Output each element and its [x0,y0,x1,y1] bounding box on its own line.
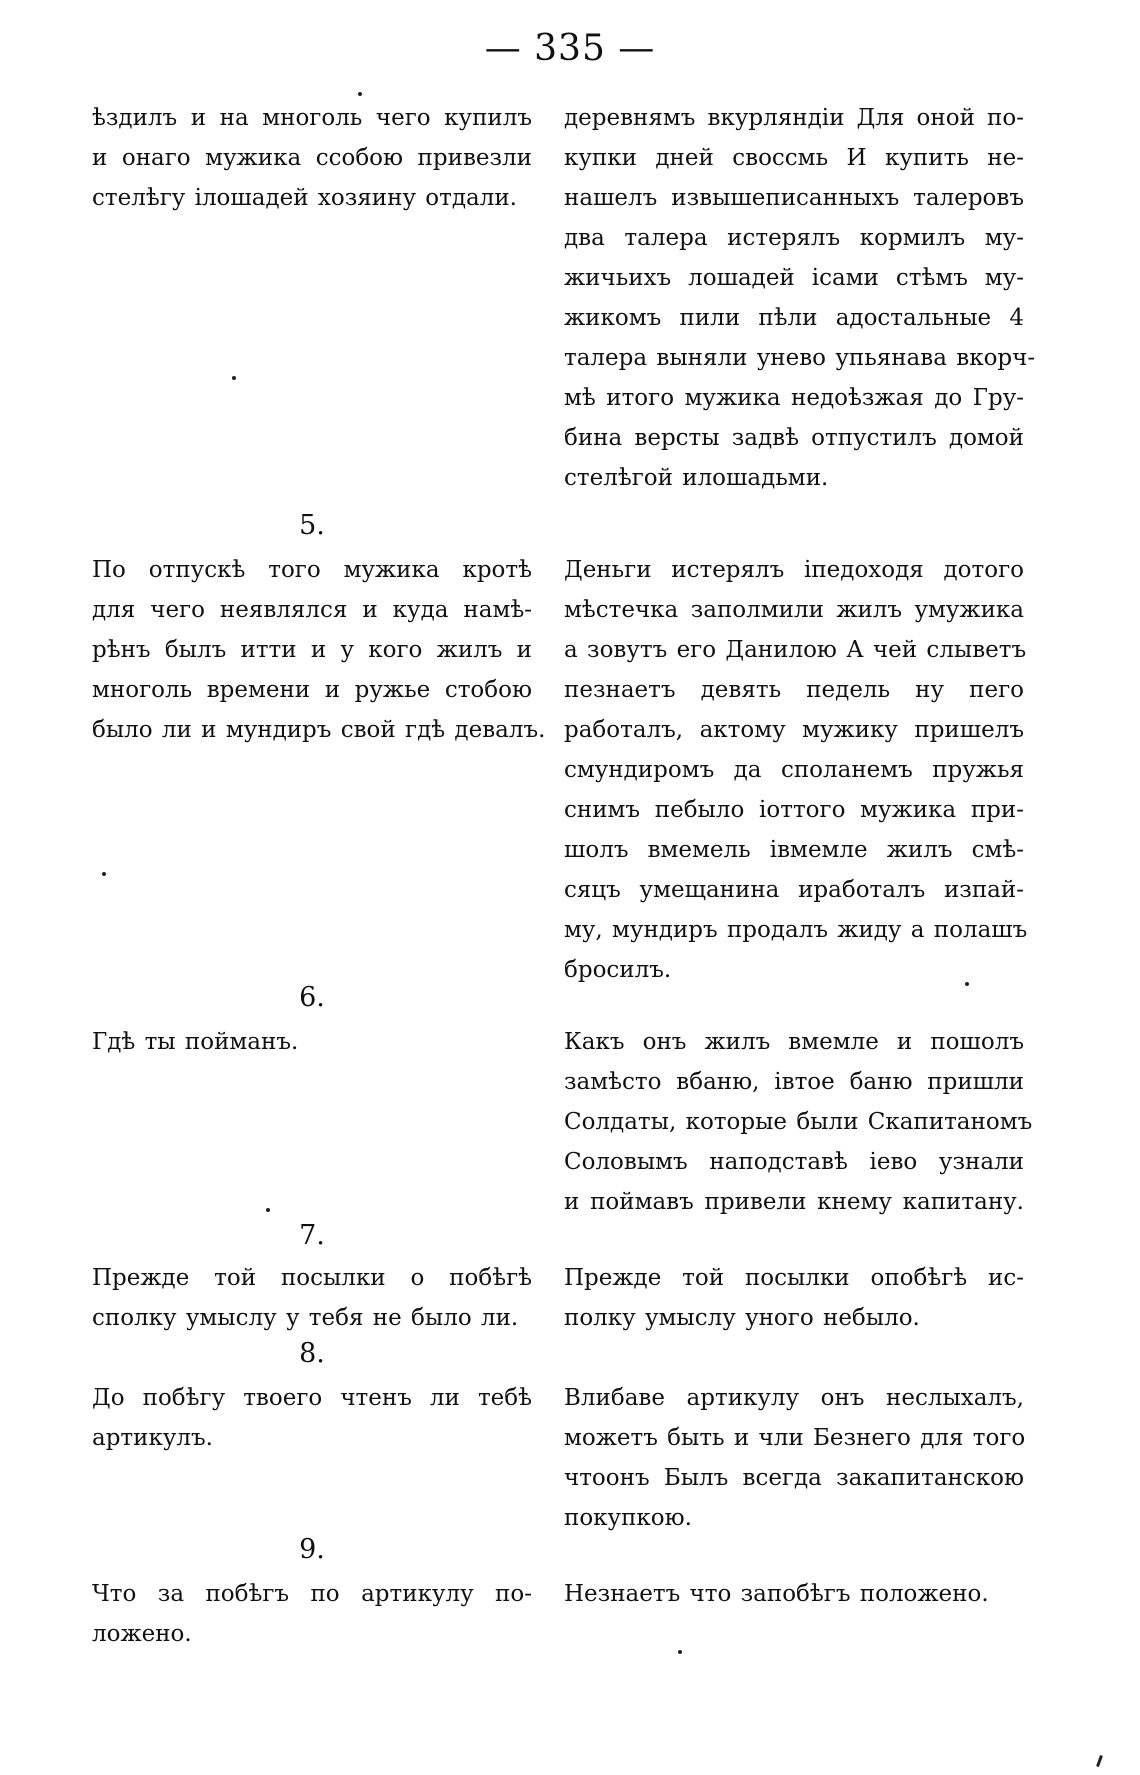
text-line: До побѣгу твоего чтенъ ли тебѣ [92,1385,532,1411]
text-line: жичьихъ лошадей ісами стѣмъ му- [564,265,1024,291]
text-line: По отпускѣ того мужика кротѣ [92,557,532,583]
text-line: нашелъ извышеписанныхъ талеровъ [564,185,1024,211]
question-8 [92,1378,532,1458]
text-line: замѣсто вбаню, івтое баню пришли [564,1069,1024,1095]
text-line: бросилъ. [564,957,672,983]
question-continued [92,98,532,218]
text-line: мѣ итого мужика недоѣзжая до Гру- [564,385,1024,411]
print-speck [266,1208,270,1212]
text-line: Деньги истерялъ іпедоходя дотого [564,557,1024,583]
text-line: Гдѣ ты пойманъ. [92,1029,299,1055]
print-speck [965,982,969,986]
answer-5 [564,550,1028,990]
section-number-6: 6. [299,982,325,1013]
text-line: мѣстечка заполмили жилъ умужика [564,597,1024,623]
text-line: можетъ быть и чли Безнего для того [564,1425,1026,1451]
text-line: и поймавъ привели кнему капитану. [564,1189,1024,1215]
question-7 [92,1258,532,1338]
text-line: стелѣгу ілошадей хозяину отдали. [92,185,517,211]
answer-9 [564,1574,1024,1614]
text-line: сяцъ умещанина иработалъ изпай- [564,877,1024,903]
text-line: пезнаетъ девять педель ну пего [564,677,1024,703]
text-line: рѣнъ былъ итти и у кого жилъ и [92,637,532,663]
text-line: полку умыслу уного небыло. [564,1305,920,1331]
text-line: два талера истерялъ кормилъ му- [564,225,1024,251]
text-line: Прежде той посылки опобѣгѣ ис- [564,1265,1024,1291]
print-speck [1096,1755,1103,1767]
text-line: шолъ вмемель івмемле жилъ смѣ- [564,837,1024,863]
text-line: бина версты задвѣ отпустилъ домой [564,425,1024,451]
print-speck [232,376,236,380]
text-line: талера выняли унево упьянава вкорч- [564,345,1036,371]
page-number: — 335 — [484,28,656,69]
text-line: ложено. [92,1621,192,1647]
text-line: деревнямъ вкурляндіи Для оной по- [564,105,1024,131]
print-speck [358,92,362,96]
question-5 [92,550,546,750]
text-line: Какъ онъ жилъ вмемле и пошолъ [564,1029,1024,1055]
text-line: купки дней своссмь И купить не- [564,145,1024,171]
question-6 [92,1022,532,1062]
answer-continued [564,98,1036,498]
section-number-8: 8. [299,1338,325,1369]
section-number-7: 7. [299,1220,325,1251]
section-number-9: 9. [299,1534,325,1565]
answer-6 [564,1022,1033,1222]
text-line: Солдаты, которые были Скапитаномъ [564,1109,1033,1135]
text-line: чтоонъ Былъ всегда закапитанскою [564,1465,1024,1491]
text-line: многоль времени и ружье стобою [92,677,532,703]
text-line: Что за побѣгъ по артикулу по- [92,1581,532,1607]
question-9 [92,1574,532,1654]
text-line: ѣздилъ и на многоль чего купилъ [92,105,532,131]
text-line: а зовутъ его Данилою А чей слыветъ [564,637,1027,663]
text-line: и онаго мужика ссобою привезли [92,145,532,171]
answer-7 [564,1258,1024,1338]
text-line: было ли и мундиръ свой гдѣ девалъ. [92,717,546,743]
text-line: Незнаетъ что запобѣгъ положено. [564,1581,989,1607]
text-line: Влибаве артикулу онъ неслыхалъ, [564,1385,1024,1411]
text-line: снимъ пебыло іоттого мужика при- [564,797,1024,823]
text-line: работалъ, актому мужику пришелъ [564,717,1024,743]
text-line: смундиромъ да споланемъ пружья [564,757,1024,783]
text-line: жикомъ пили пѣли адостальные 4 [564,305,1024,331]
print-speck [678,1650,682,1654]
text-line: сполку умыслу у тебя не было ли. [92,1305,519,1331]
text-line: покупкою. [564,1505,692,1531]
print-speck [102,872,106,876]
text-line: для чего неявлялся и куда намѣ- [92,597,532,623]
text-line: Прежде той посылки о побѣгѣ [92,1265,532,1291]
section-number-5: 5. [299,510,325,541]
text-line: стелѣгой илошадьми. [564,465,829,491]
text-line: артикулъ. [92,1425,213,1451]
text-line: му, мундиръ продалъ жиду а полашъ [564,917,1028,943]
text-line: Соловымъ наподставѣ іево узнали [564,1149,1024,1175]
answer-8 [564,1378,1024,1538]
